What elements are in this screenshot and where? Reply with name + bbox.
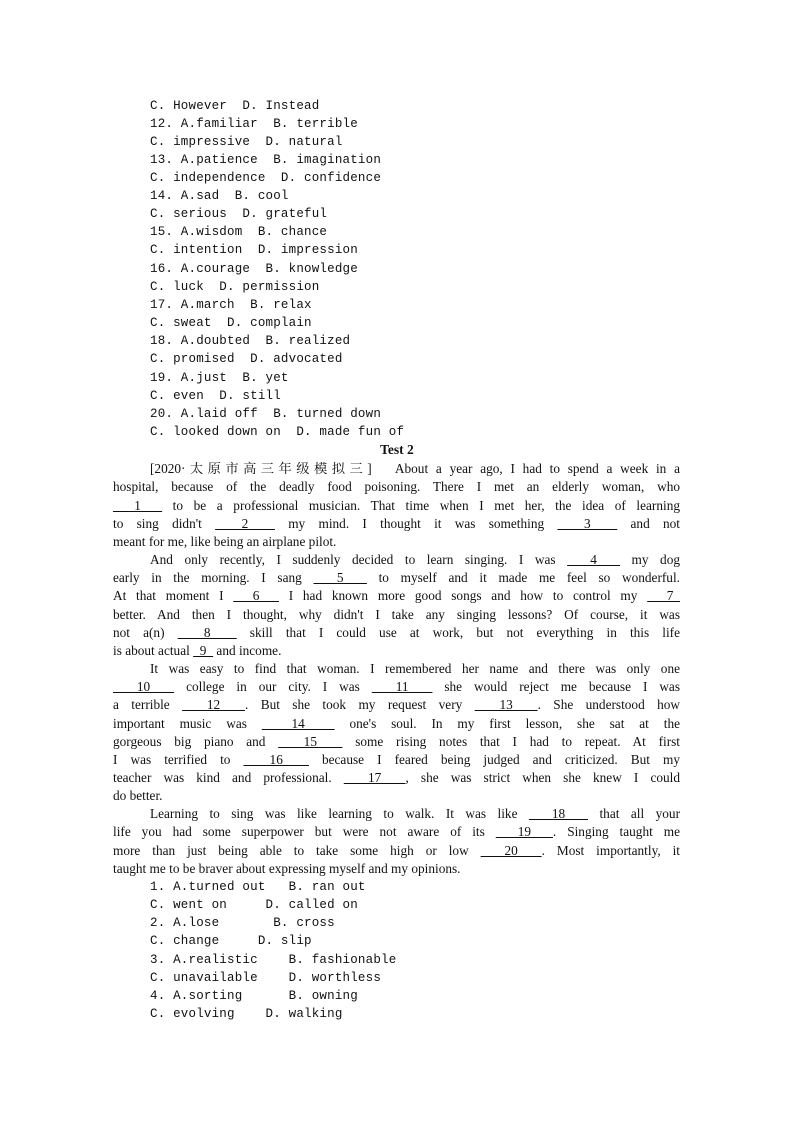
passage-text: About a year ago, I had to spend a week in a [394, 461, 680, 476]
passage-line [113, 478, 680, 496]
passage-text: college in our city. I was [174, 679, 372, 694]
passage-text: At that moment I [113, 588, 234, 603]
passage-line [150, 460, 680, 478]
answer-blank: 10 [113, 679, 175, 694]
option-line: C. evolving D. walking [150, 1007, 343, 1021]
option-line: 18. A.doubted B. realized [150, 334, 351, 348]
section-title: Test 2 [380, 442, 414, 457]
passage-text: hospital, because of the deadly food poisoning. There I met an elderly woman, who [113, 479, 680, 494]
answer-blank: 14 [261, 716, 335, 731]
passage-text: I was terrified to [113, 752, 244, 767]
option-line: 20. A.laid off B. turned down [150, 407, 382, 421]
passage-text: she would reject me because I was [432, 679, 681, 694]
passage-text: to myself and it made me feel so wonderful. [366, 570, 680, 585]
passage-text: early in the morning. I sang [113, 570, 314, 585]
passage-line [113, 624, 680, 642]
source-tag: [2020·太原市高三年级模拟三] [150, 461, 372, 476]
option-line: C. sweat D. complain [150, 316, 312, 330]
answer-blank: 16 [243, 752, 309, 767]
passage-text: . But she took my request very [244, 697, 475, 712]
passage-text: some rising notes that I had to repeat. At first [342, 734, 680, 749]
passage-text: do better. [113, 788, 163, 803]
passage-text: meant for me, like being an airplane pilot. [113, 534, 337, 549]
passage-text: and income. [213, 643, 282, 658]
passage-line [113, 751, 680, 769]
passage-text [372, 461, 395, 476]
passage-line [150, 551, 680, 569]
passage-text: and not [617, 516, 681, 531]
passage-text: Learning to sing was like learning to walk. It was like [150, 806, 529, 821]
option-line: C. impressive D. natural [150, 135, 343, 149]
answer-blank: 7 [647, 588, 680, 603]
option-line: C. even D. still [150, 389, 281, 403]
option-line: C. independence D. confidence [150, 171, 382, 185]
passage-text: is about actual [113, 643, 194, 658]
option-line: 19. A.just B. yet [150, 371, 289, 385]
passage-text: , she was strict when she knew I could [405, 770, 680, 785]
passage-line [113, 678, 680, 696]
passage-text: better. And then I thought, why didn't I take any singing lessons? Of course, it was [113, 607, 680, 622]
passage-text: my mind. I thought it was something [274, 516, 558, 531]
passage-text: gorgeous big piano and [113, 734, 279, 749]
passage-text: taught me to be braver about expressing myself and my opinions. [113, 861, 461, 876]
passage-text: my dog [619, 552, 680, 567]
option-line: 1. A.turned out B. ran out [150, 880, 366, 894]
answer-blank: 5 [313, 570, 367, 585]
passage-line [113, 533, 680, 551]
option-line: 16. A.courage B. knowledge [150, 262, 358, 276]
answer-blank: 1 [113, 498, 163, 513]
answer-blank: 20 [480, 843, 542, 858]
option-line: C. unavailable D. worthless [150, 971, 382, 985]
passage-text: teacher was kind and professional. [113, 770, 344, 785]
passage-text: And only recently, I suddenly decided to learn singing. I was [150, 552, 568, 567]
passage-line [113, 715, 680, 733]
answer-blank: 8 [177, 625, 237, 640]
passage-text: because I feared being judged and criticized. But my [308, 752, 680, 767]
passage-line [113, 642, 680, 660]
passage-line [113, 696, 680, 714]
passage-text: to sing didn't [113, 516, 216, 531]
passage-text: . She understood how [537, 697, 681, 712]
option-line: 13. A.patience B. imagination [150, 153, 382, 167]
passage-line [113, 587, 680, 605]
passage-text: skill that I could use at work, but not everything in this life [236, 625, 680, 640]
passage-text: one's soul. In my first lesson, she sat at the [334, 716, 680, 731]
answer-blank: 2 [215, 516, 275, 531]
option-line: C. However D. Instead [150, 99, 320, 113]
passage-text: that all your [588, 806, 680, 821]
passage-line [113, 787, 680, 805]
passage-line [150, 660, 680, 678]
passage-line [113, 860, 680, 878]
option-line: 17. A.march B. relax [150, 298, 312, 312]
passage-line [113, 769, 680, 787]
passage-text: life you had some superpower but were not aware of its [113, 824, 496, 839]
answer-blank: 12 [182, 697, 245, 712]
passage-text: . Most importantly, it [541, 843, 680, 858]
answer-blank: 17 [343, 770, 406, 785]
passage-text: to be a professional musician. That time when I met her, the idea of learning [162, 498, 680, 513]
passage-line [113, 842, 680, 860]
passage-line [113, 823, 680, 841]
passage-line [113, 515, 680, 533]
option-line: C. went on D. called on [150, 898, 358, 912]
passage-text: important music was [113, 716, 262, 731]
passage-text: more than just being able to take some high or low [113, 843, 481, 858]
passage-line [113, 497, 680, 515]
answer-blank: 9 [193, 643, 214, 658]
answer-blank: 3 [557, 516, 618, 531]
option-line: 15. A.wisdom B. chance [150, 225, 328, 239]
answer-blank: 15 [278, 734, 343, 749]
option-line: C. looked down on D. made fun of [150, 425, 405, 439]
option-line: 14. A.sad B. cool [150, 189, 289, 203]
passage-text: It was easy to find that woman. I remembered her name and there was only one [150, 661, 680, 676]
passage-line [113, 733, 680, 751]
answer-blank: 11 [371, 679, 433, 694]
passage-text: . Singing taught me [552, 824, 680, 839]
passage-line [113, 606, 680, 624]
answer-blank: 18 [528, 806, 589, 821]
option-line: 4. A.sorting B. owning [150, 989, 358, 1003]
answer-blank: 13 [474, 697, 538, 712]
option-line: 3. A.realistic B. fashionable [150, 953, 397, 967]
answer-blank: 19 [495, 824, 553, 839]
passage-line [150, 805, 680, 823]
answer-blank: 4 [567, 552, 620, 567]
option-line: C. intention D. impression [150, 243, 358, 257]
passage-text: I had known more good songs and how to control my [278, 588, 648, 603]
passage-line [113, 569, 680, 587]
option-line: 12. A.familiar B. terrible [150, 117, 358, 131]
passage-text: a terrible [113, 697, 183, 712]
option-line: C. luck D. permission [150, 280, 320, 294]
answer-blank: 6 [233, 588, 279, 603]
option-line: C. change D. slip [150, 934, 312, 948]
option-line: 2. A.lose B. cross [150, 916, 335, 930]
passage-text: not a(n) [113, 625, 178, 640]
option-line: C. promised D. advocated [150, 352, 343, 366]
option-line: C. serious D. grateful [150, 207, 328, 221]
